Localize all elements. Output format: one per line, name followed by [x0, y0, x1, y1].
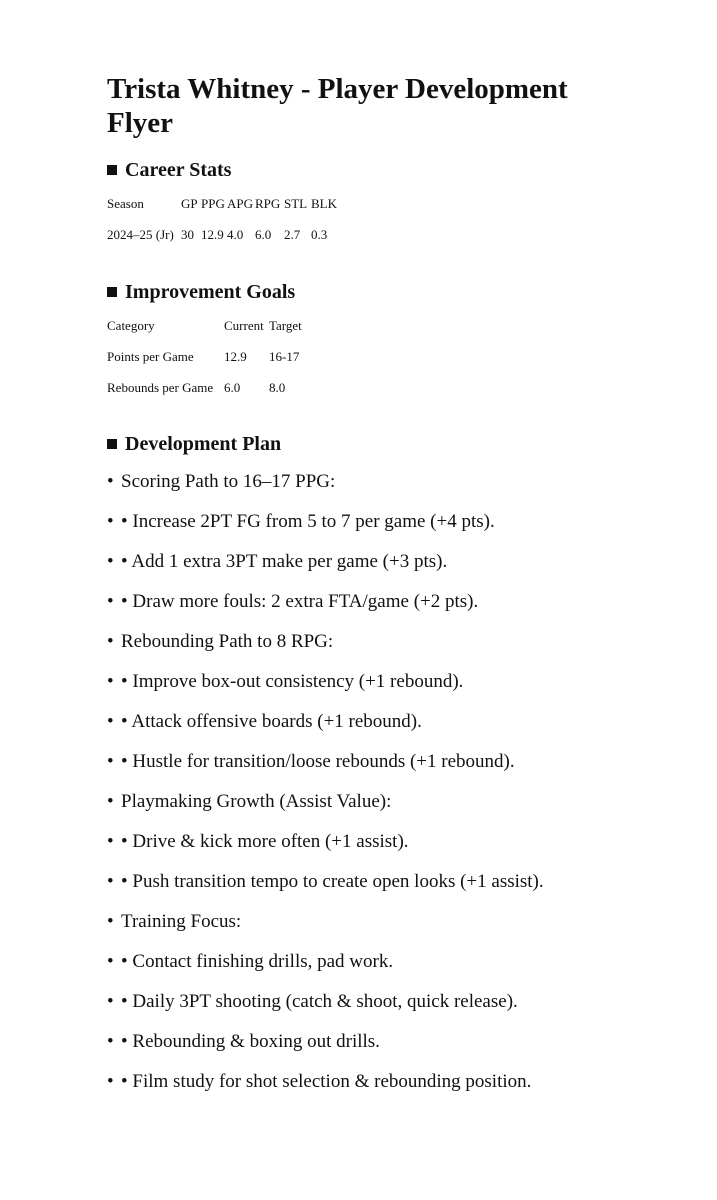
table-cell: 6.0 [255, 227, 272, 242]
list-item [107, 670, 687, 710]
list-item [107, 1070, 687, 1110]
list-item [107, 510, 687, 550]
list-item [107, 630, 687, 670]
table-cell: 4.0 [227, 227, 244, 242]
bullet-icon: • [107, 991, 114, 1012]
list-item [107, 910, 687, 950]
column-header: Current [224, 318, 264, 333]
list-item-text: • Hustle for transition/loose rebounds (+1 rebound). [121, 751, 515, 772]
list-item [107, 750, 687, 790]
flyer-page [107, 72, 687, 1110]
column-header: Season [107, 196, 144, 211]
list-item [107, 950, 687, 990]
table-cell: 30 [181, 227, 194, 242]
column-header: Category [107, 318, 155, 333]
list-item [107, 870, 687, 910]
table-cell: 0.3 [311, 227, 328, 242]
table-cell: 8.0 [269, 380, 286, 395]
development-plan-heading [107, 432, 687, 456]
bullet-icon: • [107, 631, 114, 652]
list-item [107, 710, 687, 750]
improvement-goals-table [107, 318, 687, 396]
bullet-icon: • [107, 471, 114, 492]
square-bullet-icon [107, 439, 117, 449]
bullet-icon: • [107, 751, 114, 772]
bullet-icon: • [107, 951, 114, 972]
bullet-icon: • [107, 711, 114, 732]
list-item-text: • Drive & kick more often (+1 assist). [121, 831, 409, 852]
square-bullet-icon [107, 287, 117, 297]
list-item [107, 590, 687, 630]
bullet-icon: • [107, 791, 114, 812]
list-item-text: • Film study for shot selection & rebounding position. [121, 1071, 532, 1092]
column-header: BLK [311, 196, 337, 211]
table-cell: 12.9 [201, 227, 224, 242]
list-item [107, 1030, 687, 1070]
bullet-icon: • [107, 591, 114, 612]
list-item-text: Scoring Path to 16–17 PPG: [121, 471, 336, 492]
table-cell: Rebounds per Game [107, 380, 214, 395]
list-item-text: • Attack offensive boards (+1 rebound). [121, 711, 422, 732]
list-item-text: • Draw more fouls: 2 extra FTA/game (+2 pts). [121, 591, 479, 612]
improvement-goals-heading-text: Improvement Goals [125, 281, 296, 303]
list-item [107, 470, 687, 510]
bullet-icon: • [107, 511, 114, 532]
bullet-icon: • [107, 871, 114, 892]
list-item [107, 550, 687, 590]
bullet-icon: • [107, 1071, 114, 1092]
list-item [107, 830, 687, 870]
list-item-text: • Push transition tempo to create open looks (+1 assist). [121, 871, 544, 892]
column-header: RPG [255, 196, 281, 211]
column-header: APG [227, 196, 254, 211]
bullet-icon: • [107, 551, 114, 572]
table-header-row [107, 318, 687, 334]
table-header-row [107, 196, 687, 212]
bullet-icon: • [107, 671, 114, 692]
bullet-icon: • [107, 1031, 114, 1052]
list-item-text: Playmaking Growth (Assist Value): [121, 791, 392, 812]
table-cell: 2024–25 (Jr) [107, 227, 174, 242]
table-cell: 12.9 [224, 349, 247, 364]
column-header: Target [269, 318, 302, 333]
bullet-icon: • [107, 831, 114, 852]
list-item-text: • Contact finishing drills, pad work. [121, 951, 394, 972]
list-item-text: • Increase 2PT FG from 5 to 7 per game (+4 pts). [121, 511, 495, 532]
development-plan-list [107, 470, 687, 1110]
table-cell: 2.7 [284, 227, 301, 242]
development-plan-heading-text: Development Plan [125, 433, 282, 455]
improvement-goals-heading [107, 280, 687, 304]
table-row [107, 349, 687, 365]
table-row [107, 227, 687, 243]
list-item [107, 790, 687, 830]
list-item-text: • Rebounding & boxing out drills. [121, 1031, 380, 1052]
career-stats-heading [107, 158, 687, 182]
list-item-text: • Daily 3PT shooting (catch & shoot, quick release). [121, 991, 518, 1012]
column-header: PPG [201, 196, 225, 211]
column-header: STL [284, 196, 308, 211]
column-header: GP [181, 196, 198, 211]
table-row [107, 380, 687, 396]
career-stats-table [107, 196, 687, 243]
list-item-text: • Improve box-out consistency (+1 rebound). [121, 671, 464, 692]
career-stats-heading-text: Career Stats [125, 159, 232, 181]
list-item-text: • Add 1 extra 3PT make per game (+3 pts). [121, 551, 448, 572]
list-item-text: Training Focus: [121, 911, 242, 932]
table-cell: 16-17 [269, 349, 300, 364]
list-item [107, 990, 687, 1030]
square-bullet-icon [107, 165, 117, 175]
list-item-text: Rebounding Path to 8 RPG: [121, 631, 334, 652]
table-cell: 6.0 [224, 380, 241, 395]
bullet-icon: • [107, 911, 114, 932]
table-cell: Points per Game [107, 349, 194, 364]
page-title: Trista Whitney - Player Development Flyer [107, 73, 568, 139]
